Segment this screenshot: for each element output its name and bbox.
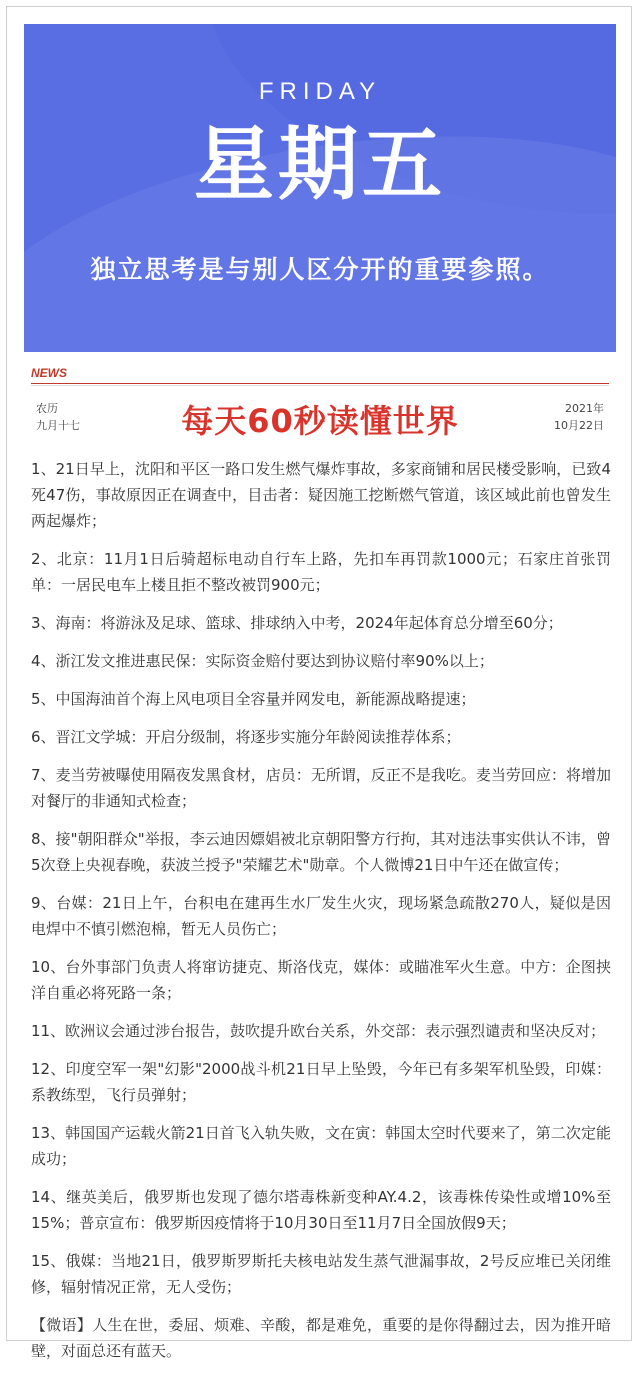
news-item: 11、欧洲议会通过涉台报告，鼓吹提升欧台关系，外交部：表示强烈谴责和坚决反对； [31,1022,606,1040]
lunar-label: 农历 [36,402,58,415]
quote-item: 【微语】人生在世，委屈、烦难、辛酸，都是难免，重要的是你得翻过去，因为推开暗壁，对面总还有蓝天。 [31,1316,611,1360]
header-banner [24,24,616,352]
date-day: 10月22日 [554,419,604,432]
date-block [554,400,604,434]
divider [31,383,609,384]
news-item: 4、浙江发文推进惠民保：实际资金赔付要达到协议赔付率90%以上； [31,652,494,670]
divider [31,385,609,386]
banner-motto: 独立思考是与别人区分开的重要参照。 [90,255,550,284]
news-item: 5、中国海油首个海上风电项目全容量并网发电，新能源战略提速； [31,690,476,708]
lunar-date: 九月十七 [36,419,80,432]
news-item: 9、台媒：21日上午，台积电在建再生水厂发生火灾，现场紧急疏散270人，疑似是因电焊中不慎引燃泡棉，暂无人员伤亡； [31,894,611,938]
page-title: 每天60秒读懂世界 [181,402,459,440]
weekday-english: FRIDAY [258,78,382,105]
news-item: 8、接"朝阳群众"举报，李云迪因嫖娼被北京朝阳警方行拘，其对违法事实供认不讳，曾5次登上央视春晚，获波兰授予"荣耀艺术"勋章。个人微博21日中午还在做宣传； [31,830,611,874]
news-item: 13、韩国国产运载火箭21日首飞入轨失败，文在寅：韩国太空时代要来了，第二次定能成功； [31,1124,611,1168]
news-item: 2、北京：11月1日后骑超标电动自行车上路，先扣车再罚款1000元；石家庄首张罚单：一居民电车上楼且拒不整改被罚900元； [31,550,611,594]
news-list [31,456,611,1376]
weekday-chinese: 星期五 [194,118,446,211]
news-item: 14、继英美后，俄罗斯也发现了德尔塔毒株新变种AY.4.2，该毒株传染性或增10%至15%；普京宣布：俄罗斯因疫情将于10月30日至11月7日全国放假9天； [31,1188,611,1232]
news-item: 10、台外事部门负责人将窜访捷克、斯洛伐克，媒体：或瞄准军火生意。中方：企图挟洋自重必将死路一条； [31,958,611,1002]
news-item: 7、麦当劳被曝使用隔夜发黑食材，店员：无所谓，反正不是我吃。麦当劳回应：将增加对餐厅的非通知式检查； [31,766,611,810]
news-label: NEWS [31,366,67,380]
date-year: 2021年 [565,402,604,415]
news-item: 1、21日早上，沈阳和平区一路口发生燃气爆炸事故，多家商铺和居民楼受影响，已致4死47伤，事故原因正在调查中，目击者：疑因施工挖断燃气管道，该区域此前也曾发生两起爆炸； [31,460,611,530]
news-item: 15、俄媒：当地21日，俄罗斯罗斯托夫核电站发生蒸气泄漏事故，2号反应堆已关闭维修，辐射情况正常，无人受伤； [31,1252,611,1296]
news-item: 3、海南：将游泳及足球、篮球、排球纳入中考，2024年起体育总分增至60分； [31,614,563,632]
news-item: 12、印度空军一架"幻影"2000战斗机21日早上坠毁，今年已有多架军机坠毁，印媒：系教练型，飞行员弹射； [31,1060,611,1104]
news-item: 6、晋江文学城：开启分级制，将逐步实施分年龄阅读推荐体系； [31,728,461,746]
